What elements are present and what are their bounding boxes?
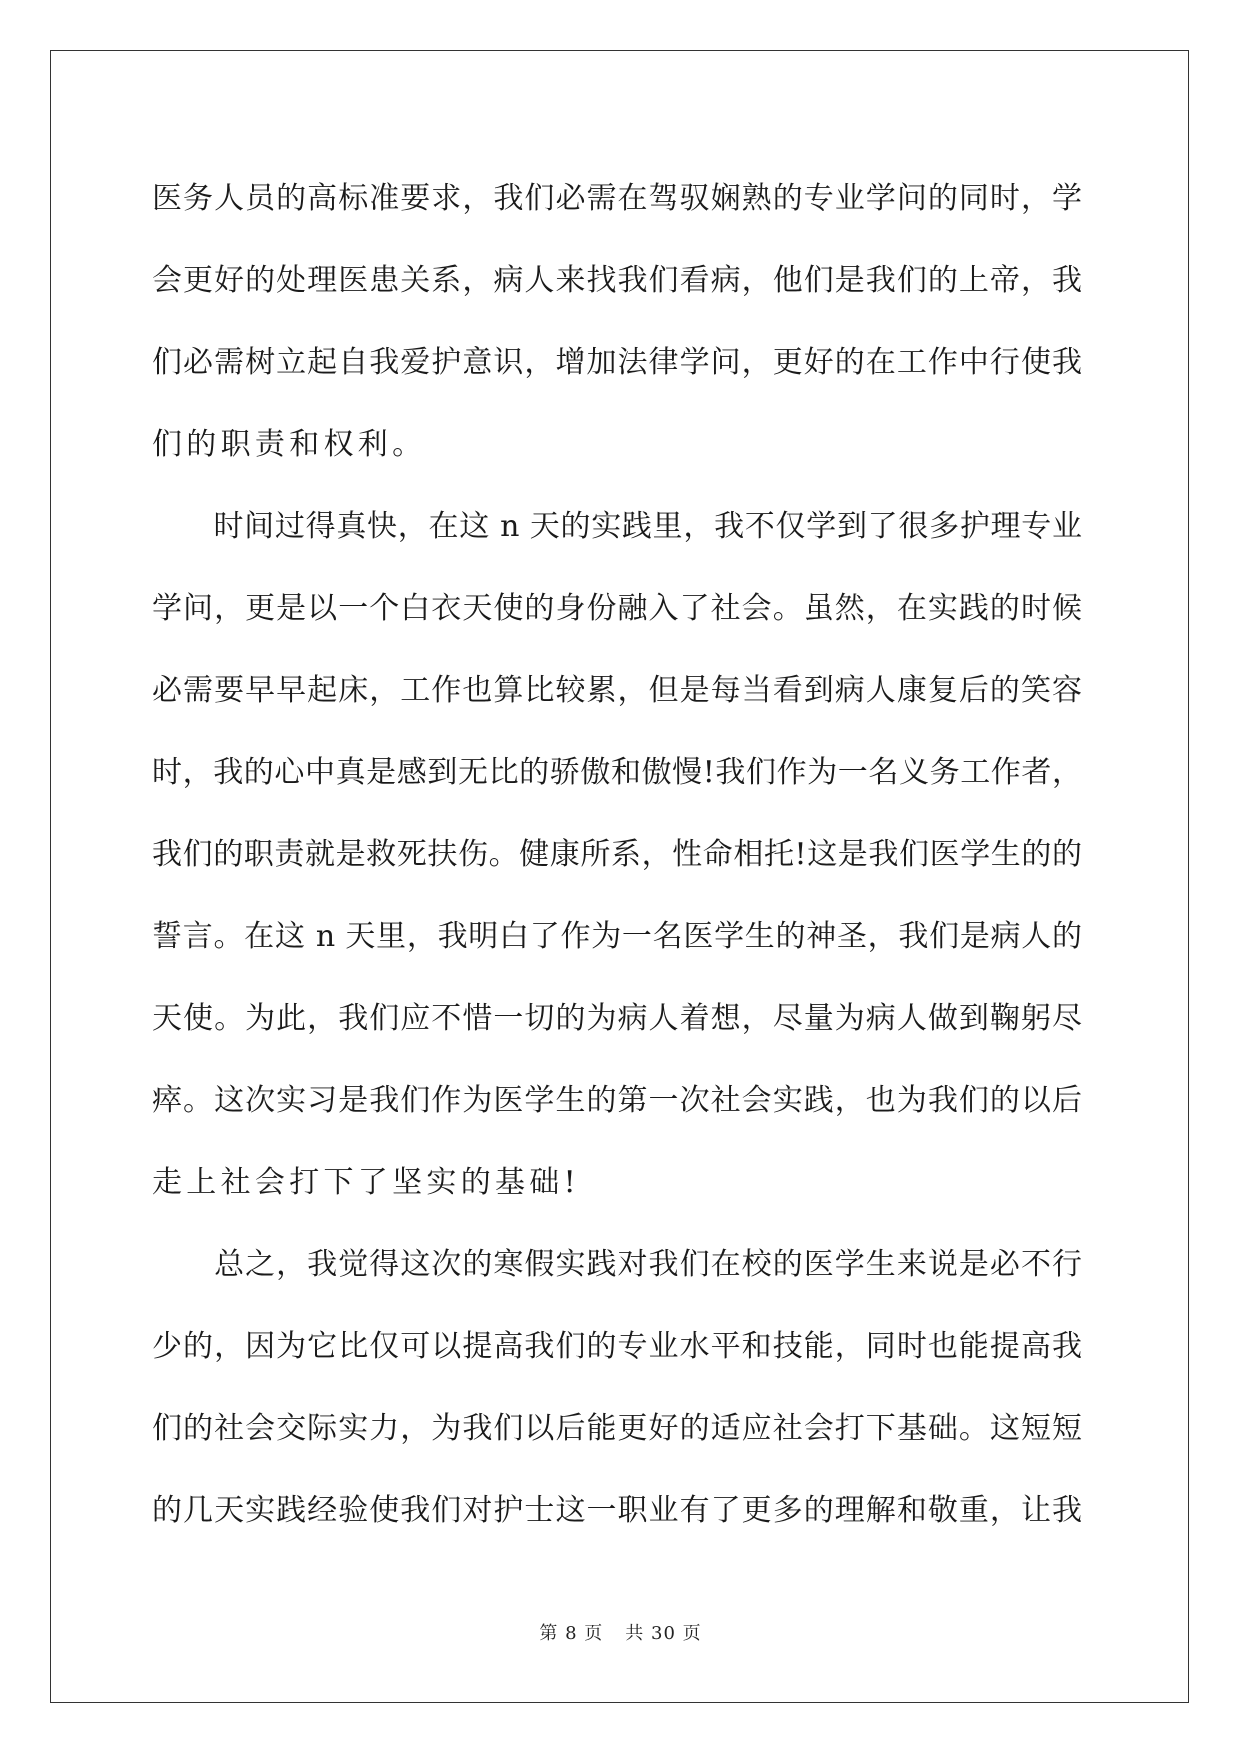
text-line: 总之，我觉得这次的寒假实践对我们在校的医学生来说是必不行 <box>152 1247 1082 1282</box>
text-line: 我们的职责就是救死扶伤。健康所系，性命相托!这是我们医学生的的 <box>152 837 1082 872</box>
page-number-current: 第 8 页 <box>539 1623 604 1644</box>
text-line: 时间过得真快，在这 n 天的实践里，我不仅学到了很多护理专业 <box>152 509 1082 544</box>
text-line: 会更好的处理医患关系，病人来找我们看病，他们是我们的上帝，我 <box>152 263 1082 298</box>
text-line: 瘁。这次实习是我们作为医学生的第一次社会实践，也为我们的以后 <box>152 1083 1082 1118</box>
text-line: 们必需树立起自我爱护意识，增加法律学问，更好的在工作中行使我 <box>152 345 1082 380</box>
text-line: 时，我的心中真是感到无比的骄傲和傲慢!我们作为一名义务工作者， <box>152 755 1082 790</box>
text-line: 誓言。在这 n 天里，我明白了作为一名医学生的神圣，我们是病人的 <box>152 919 1082 954</box>
document-body <box>152 158 1082 1552</box>
page-footer <box>0 1619 1241 1645</box>
text-line: 医务人员的高标准要求，我们必需在驾驭娴熟的专业学问的同时，学 <box>152 181 1082 216</box>
text-line: 的几天实践经验使我们对护士这一职业有了更多的理解和敬重，让我 <box>152 1493 1082 1528</box>
text-line: 们的社会交际实力，为我们以后能更好的适应社会打下基础。这短短 <box>152 1411 1082 1446</box>
text-line: 走上社会打下了坚实的基础! <box>152 1165 580 1200</box>
text-line: 必需要早早起床，工作也算比较累，但是每当看到病人康复后的笑容 <box>152 673 1082 708</box>
text-line: 们的职责和权利。 <box>152 427 427 462</box>
text-line: 学问，更是以一个白衣天使的身份融入了社会。虽然，在实践的时候 <box>152 591 1082 626</box>
text-line: 少的，因为它比仅可以提高我们的专业水平和技能，同时也能提高我 <box>152 1329 1082 1364</box>
page-number-total: 共 30 页 <box>625 1623 702 1644</box>
text-line: 天使。为此，我们应不惜一切的为病人着想，尽量为病人做到鞠躬尽 <box>152 1001 1082 1036</box>
